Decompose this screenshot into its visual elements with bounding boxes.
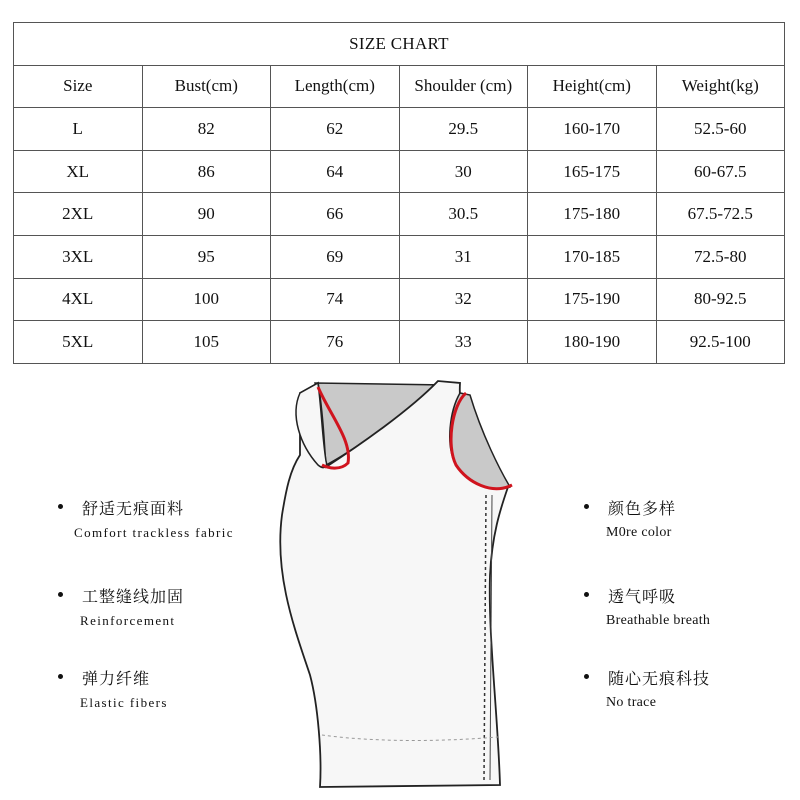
cell-height: 175-190: [528, 278, 657, 321]
table-row: [14, 278, 785, 321]
header-shoulder: Shoulder (cm): [399, 65, 528, 108]
feature-cn-label: 工整缝线加固: [82, 589, 185, 606]
cell-bust: 90: [142, 193, 271, 236]
cell-shoulder: 32: [399, 278, 528, 321]
cell-shoulder: 33: [399, 321, 528, 364]
cell-weight: 92.5-100: [656, 321, 785, 364]
table-row: [14, 150, 785, 193]
bullet-icon: [584, 504, 589, 509]
cell-shoulder: 30.5: [399, 193, 528, 236]
size-chart-title: SIZE CHART: [14, 23, 785, 66]
feature-en-label: M0re color: [606, 525, 672, 540]
cell-height: 180-190: [528, 321, 657, 364]
header-length: Length(cm): [271, 65, 400, 108]
header-bust: Bust(cm): [142, 65, 271, 108]
header-row: [14, 65, 785, 108]
feature-en-label: Elastic fibers: [80, 695, 168, 710]
feature-cn-label: 随心无痕科技: [608, 671, 711, 688]
cell-height: 175-180: [528, 193, 657, 236]
bullet-icon: [58, 674, 63, 679]
header-size: Size: [14, 65, 143, 108]
cell-bust: 100: [142, 278, 271, 321]
table-row: [14, 321, 785, 364]
cell-weight: 80-92.5: [656, 278, 785, 321]
cell-height: 165-175: [528, 150, 657, 193]
cell-bust: 95: [142, 235, 271, 278]
cell-length: 74: [271, 278, 400, 321]
bullet-icon: [584, 592, 589, 597]
cell-bust: 86: [142, 150, 271, 193]
cell-length: 76: [271, 321, 400, 364]
cell-weight: 72.5-80: [656, 235, 785, 278]
cell-height: 170-185: [528, 235, 657, 278]
feature-en-label: Reinforcement: [80, 613, 176, 628]
feature-cn-label: 弹力纤维: [82, 671, 151, 688]
cell-weight: 52.5-60: [656, 108, 785, 151]
cell-bust: 82: [142, 108, 271, 151]
header-height: Height(cm): [528, 65, 657, 108]
size-chart-table: [13, 22, 785, 364]
bullet-icon: [584, 674, 589, 679]
feature-cn-label: 颜色多样: [608, 501, 677, 518]
cell-bust: 105: [142, 321, 271, 364]
table-row: [14, 235, 785, 278]
feature-en-label: No trace: [606, 695, 657, 710]
cell-shoulder: 30: [399, 150, 528, 193]
cell-shoulder: 31: [399, 235, 528, 278]
cell-size: 3XL: [14, 235, 143, 278]
cell-size: XL: [14, 150, 143, 193]
cell-size: 5XL: [14, 321, 143, 364]
table-row: [14, 108, 785, 151]
cell-length: 69: [271, 235, 400, 278]
header-weight: Weight(kg): [656, 65, 785, 108]
cell-length: 62: [271, 108, 400, 151]
bullet-icon: [58, 504, 63, 509]
feature-cn-label: 舒适无痕面料: [82, 501, 185, 518]
cell-length: 66: [271, 193, 400, 236]
feature-cn-label: 透气呼吸: [608, 589, 677, 606]
cell-shoulder: 29.5: [399, 108, 528, 151]
cell-weight: 60-67.5: [656, 150, 785, 193]
table-row: [14, 193, 785, 236]
cell-weight: 67.5-72.5: [656, 193, 785, 236]
size-chart-title-row: [14, 23, 785, 66]
bullet-icon: [58, 592, 63, 597]
cell-size: L: [14, 108, 143, 151]
feature-en-label: Comfort trackless fabric: [74, 525, 234, 540]
tank-top-illustration: [260, 375, 530, 795]
cell-height: 160-170: [528, 108, 657, 151]
feature-en-label: Breathable breath: [606, 613, 711, 628]
cell-size: 2XL: [14, 193, 143, 236]
cell-size: 4XL: [14, 278, 143, 321]
cell-length: 64: [271, 150, 400, 193]
